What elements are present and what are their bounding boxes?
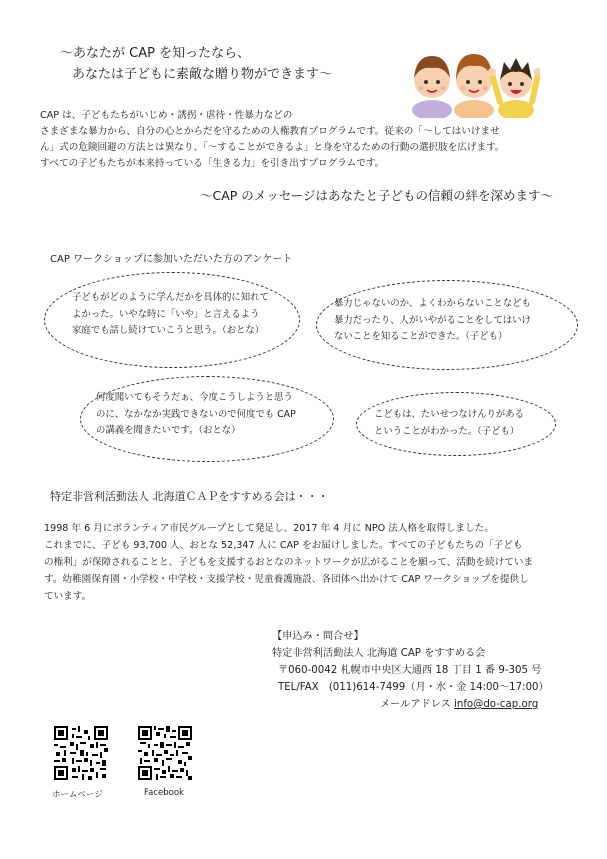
- intro-line: CAP は、子どもたちがいじめ・誘拐・虐待・性暴力などの: [40, 110, 293, 121]
- bubble-line: 子どもがどのように学んだかを具体的に知れて: [72, 292, 269, 303]
- survey-bubble-2-text: [334, 296, 531, 346]
- contact-phone: TEL/FAX (011)614-7499（月・水・金 14:00～17:00）: [278, 682, 549, 693]
- bubble-line: の講義を聞きたいです。（おとな）: [96, 425, 241, 436]
- bubble-line: こどもは、たいせつなけんりがある: [374, 409, 525, 420]
- facebook-qr-label: Facebook: [144, 788, 184, 798]
- bubble-line: ないことを知ることができた。（子ども）: [334, 331, 508, 342]
- contact-email-row: [272, 696, 549, 713]
- bubble-line: 暴力だったり、人がいやがることをしてはいけ: [334, 314, 531, 326]
- bubble-line: 何度聞いてもそうだぁ、今度こうしようと思う: [96, 392, 293, 403]
- children-illustration: [408, 40, 540, 118]
- header-line-1: ～あなたが CAP を知ったなら、: [60, 46, 251, 61]
- survey-bubble-1-text: [72, 290, 269, 340]
- contact-heading: 【申込み・問合せ】: [272, 631, 364, 642]
- contact-org-name: 特定非営利活動法人 北海道 CAP をすすめる会: [272, 648, 486, 659]
- organization-intro: 特定非営利活動法人 北海道ＣＡＰをすすめる会は・・・: [50, 490, 329, 503]
- history-line: 1998 年 6 月にボランティア市民グループとして発足し、2017 年 4 月に NPO 法人格を取得しました。: [44, 523, 494, 534]
- tagline: ～CAP のメッセージはあなたと子どもの信頼の絆を深めます～: [200, 188, 554, 203]
- facebook-qr-code[interactable]: [138, 726, 192, 780]
- contact-email-label: メールアドレス: [380, 699, 455, 710]
- organization-history: [44, 520, 533, 605]
- bubble-line: 暴力じゃないのか、よくわからないことなども: [334, 298, 531, 309]
- intro-line: ん」式の危険回避の方法とは異なり、「～することができるよ」と身を守るための行動の選択肢を広げます。: [40, 142, 505, 153]
- contact-block: [272, 628, 549, 713]
- history-line: の権利」が保障されることと、子どもを支援するおとなのネットワークが広がることを願って、活動を続けていま: [44, 557, 534, 568]
- header-line-2: あなたは子どもに素敵な贈り物ができます～: [72, 67, 333, 82]
- bubble-line: のに、なかなか実践できないので何度でも CAP: [96, 408, 296, 420]
- bubble-line: よかった。いやな時に「いや」と言えるよう: [72, 308, 260, 320]
- contact-address: 〒060-0042 札幌市中央区大通西 18 丁目 1 番 9-305 号: [278, 665, 542, 676]
- homepage-qr-label: ホームページ: [52, 790, 103, 800]
- survey-title: CAP ワークショップに参加いただいた方のアンケート: [50, 254, 293, 265]
- intro-line: すべての子どもたちが本来持っている「生きる力」を引き出すプログラムです。: [40, 158, 385, 169]
- bubble-line: ということがわかった。（子ども）: [374, 425, 520, 437]
- intro-paragraph: [40, 108, 505, 172]
- history-line: ています。: [44, 591, 92, 602]
- contact-email-link[interactable]: info@do-cap.org: [454, 699, 539, 710]
- survey-bubble-4-text: [374, 407, 524, 440]
- survey-bubble-3-text: [96, 390, 296, 440]
- bubble-line: 家庭でも話し続けていこうと思う。（おとな）: [72, 325, 265, 336]
- history-line: これまでに、子ども 93,700 人、おとな 52,347 人に CAP をお届けしました。すべての子どもたちの「子ども: [44, 540, 523, 551]
- intro-line: さまざまな暴力から、自分の心とからだを守るための人権教育プログラムです。従来の「～してはいけませ: [40, 126, 500, 137]
- homepage-qr-code[interactable]: [54, 726, 108, 780]
- history-line: す。幼稚園保育園・小学校・中学校・支援学校・児童養護施設、各団体へ出かけて CAP ワークショップを提供し: [44, 574, 529, 585]
